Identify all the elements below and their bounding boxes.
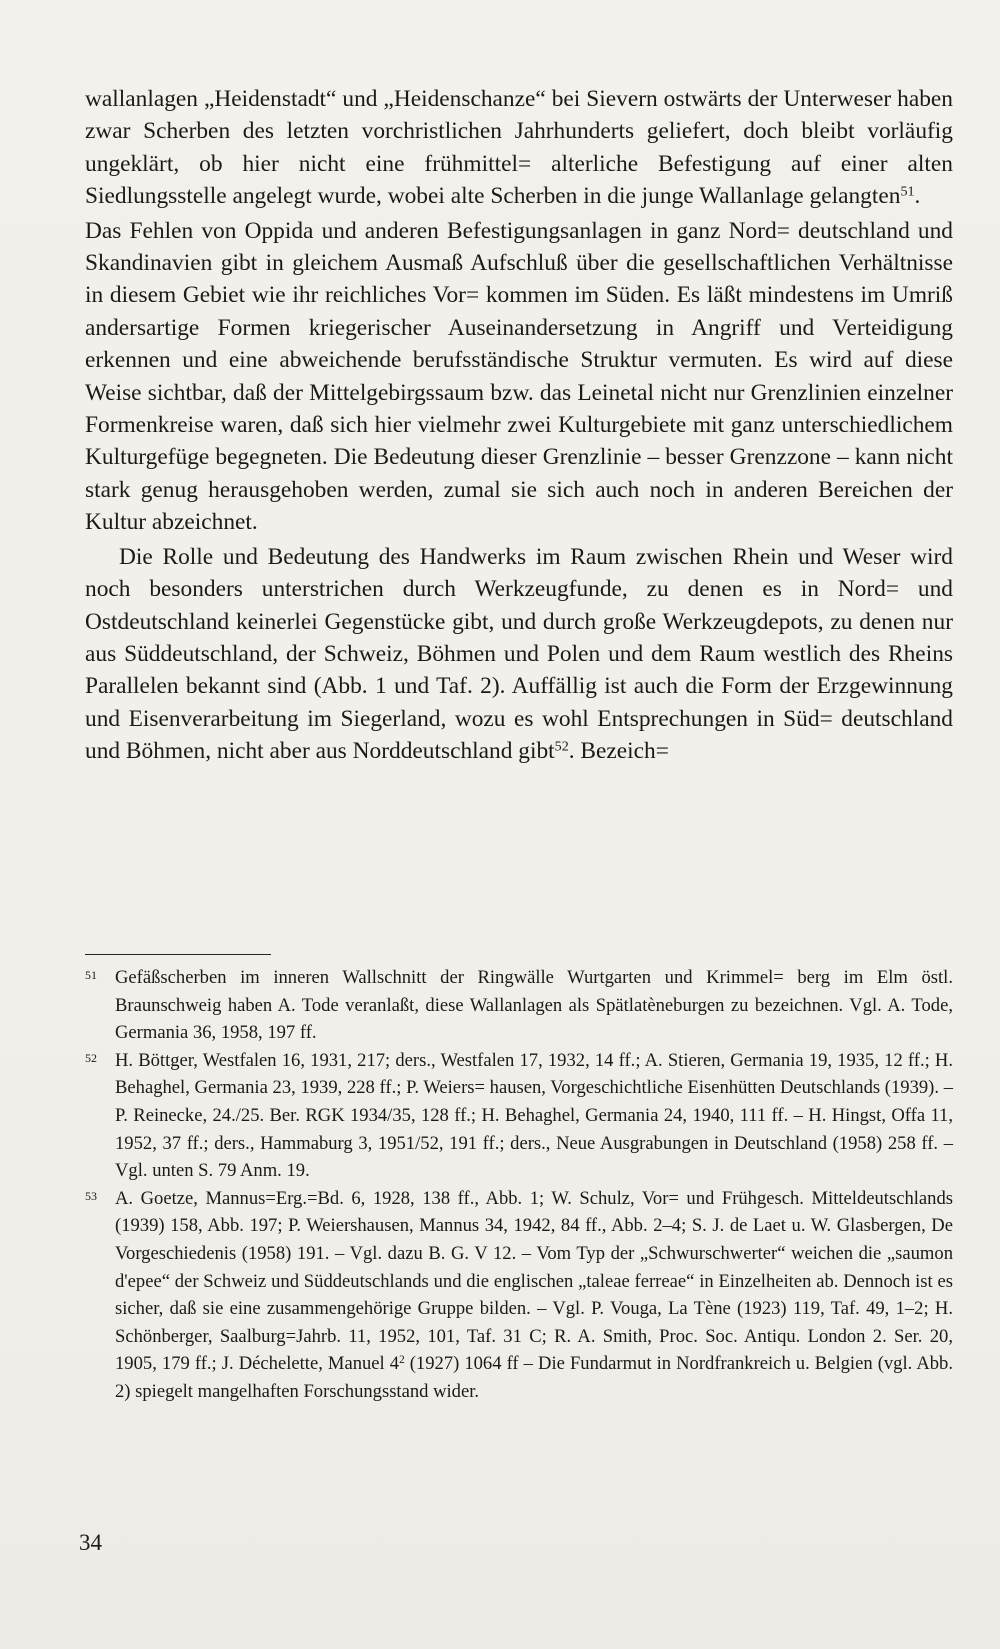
paragraph-1	[85, 83, 953, 213]
paragraph-3-end: . Bezeich=	[568, 738, 669, 765]
footnote-text	[115, 1185, 953, 1406]
footnote-separator	[85, 954, 271, 955]
footnote-number: 51	[85, 968, 97, 982]
paragraph-3-text: Die Rolle und Bedeutung des Handwerks im Raum zwischen Rhein und Weser wird noch besonders unterstrichen durch Werkzeugfunde, zu denen es in Nord= und Ostdeutschland keinerlei Gegenstücke gibt, und durch große Werkzeugdepots, zu denen nur aus Süddeutschland, der Schweiz, Böhmen und Polen und dem Raum westlich des Rheins Parallelen bekannt sind (Abb. 1 und Taf. 2). Auffällig ist auch die Form der Erzgewinnung und Eisenverarbeitung im Siegerland, wozu es wohl Entsprechungen in Süd= deutschland und Böhmen, nicht aber aus Norddeutschland gibt	[85, 543, 953, 765]
paragraph-2: Das Fehlen von Oppida und anderen Befestigungsanlagen in ganz Nord= deutschland und Skandinavien gibt in gleichem Ausmaß Aufschluß über die gesellschaftlichen Verhältnisse in diesem Gebiet wie ihr reichliches Vor= kommen im Süden. Es läßt mindestens im Umriß andersartige Formen kriegerischer Auseinandersetzung in Angriff und Verteidigung erkennen und eine abweichende berufsständische Struktur vermuten. Es wird auf diese Weise sichtbar, daß der Mittelgebirgssaum bzw. das Leinetal nicht nur Grenzlinien einzelner Formenkreise waren, daß sich hier vielmehr zwei Kulturgebiete mit ganz unterschiedlichem Kulturgefüge begegneten. Die Bedeutung dieser Grenzlinie – besser Grenzzone – kann nicht stark genug herausgehoben werden, zumal sie sich auch noch in anderen Bereichen der Kultur abzeichnet.	[85, 217, 953, 536]
page-number: 34	[79, 1530, 102, 1555]
footnote-ref-52[interactable]: 52	[554, 738, 569, 755]
footnote-number: 52	[85, 1050, 97, 1065]
paragraph-3	[85, 541, 953, 768]
footnote-52	[85, 1047, 953, 1185]
footnote-text: H. Böttger, Westfalen 16, 1931, 217; ders., Westfalen 17, 1932, 14 ff.; A. Stieren, Germania 19, 1935, 12 ff.; H. Behaghel, Germania 23, 1939, 228 ff.; P. Weiers= hausen, Vorgeschichtliche Eisenhütten Deutschlands (1939). – P. Reinecke, 24./25. Ber. RGK 1934/35, 128 ff.; H. Behaghel, Germania 24, 1940, 111 ff. – H. Hingst, Offa 11, 1952, 37 ff.; ders., Hammaburg 3, 1951/52, 191 ff.; ders., Neue Ausgrabungen in Deutschland (1958) 258 ff. – Vgl. unten S. 79 Anm. 19.	[115, 1049, 953, 1182]
footnote-text-part: A. Goetze, Mannus=Erg.=Bd. 6, 1928, 138 ff., Abb. 1; W. Schulz, Vor= und Frühgesch. Mitteldeutschlands (1939) 158, Abb. 197; P. Weiershausen, Mannus 34, 1942, 84 ff., Abb. 2–4; S. J. de Laet u. W. Glasbergen, De Vorgeschiedenis (1958) 191. – Vgl. dazu B. G. V 12. – Vom Typ der „Schwurschwerter“ weichen die „saumon d'epee“ der Schweiz und Süddeutschlands und die englischen „taleae ferreae“ in Einzelheiten ab. Dennoch ist es sicher, daß sie eine zusammengehörige Gruppe bilden. – Vgl. P. Vouga, La Tène (1923) 119, Taf. 49, 1–2; H. Schönberger, Saalburg=Jahrb. 11, 1952, 101, Taf. 31 C; R. A. Smith, Proc. Soc. Antiqu. London 2. Ser. 20, 1905, 179 ff.; J. Déchelette, Manuel 4	[115, 1187, 953, 1375]
footnote-53	[85, 1185, 953, 1406]
footnotes	[85, 964, 953, 1406]
footnote-51	[85, 964, 953, 1047]
footnote-number: 53	[85, 1188, 97, 1203]
edition-superscript: 2	[399, 1354, 405, 1367]
paragraph-1-text: wallanlagen „Heidenstadt“ und „Heidenschanze“ bei Sievern ostwärts der Unterweser haben zwar Scherben des letzten vorchristlichen Jahrhunderts geliefert, doch bleibt vorläufig ungeklärt, ob hier nicht eine frühmittel= alterliche Befestigung auf einer alten Siedlungsstelle angelegt wurde, wobei alte Scherben in die junge Wallanlage gelangten	[85, 86, 953, 210]
footnote-ref-51[interactable]: 51	[900, 183, 915, 200]
paragraph-1-end: .	[914, 183, 921, 210]
footnote-text-part: (1927) 1064 ff – Die Fundarmut in Nordfrankreich u. Belgien (vgl. Abb. 2) spiegelt mangelhaften Forschungsstand wider.	[115, 1353, 953, 1402]
main-text	[85, 83, 953, 768]
footnote-text: Gefäßscherben im inneren Wallschnitt der Ringwälle Wurtgarten und Krimmel= berg im Elm östl. Braunschweig haben A. Tode veranlaßt, diese Wallanlagen als Spätlatèneburgen zu bezeichnen. Vgl. A. Tode, Germania 36, 1958, 197 ff.	[115, 967, 953, 1044]
